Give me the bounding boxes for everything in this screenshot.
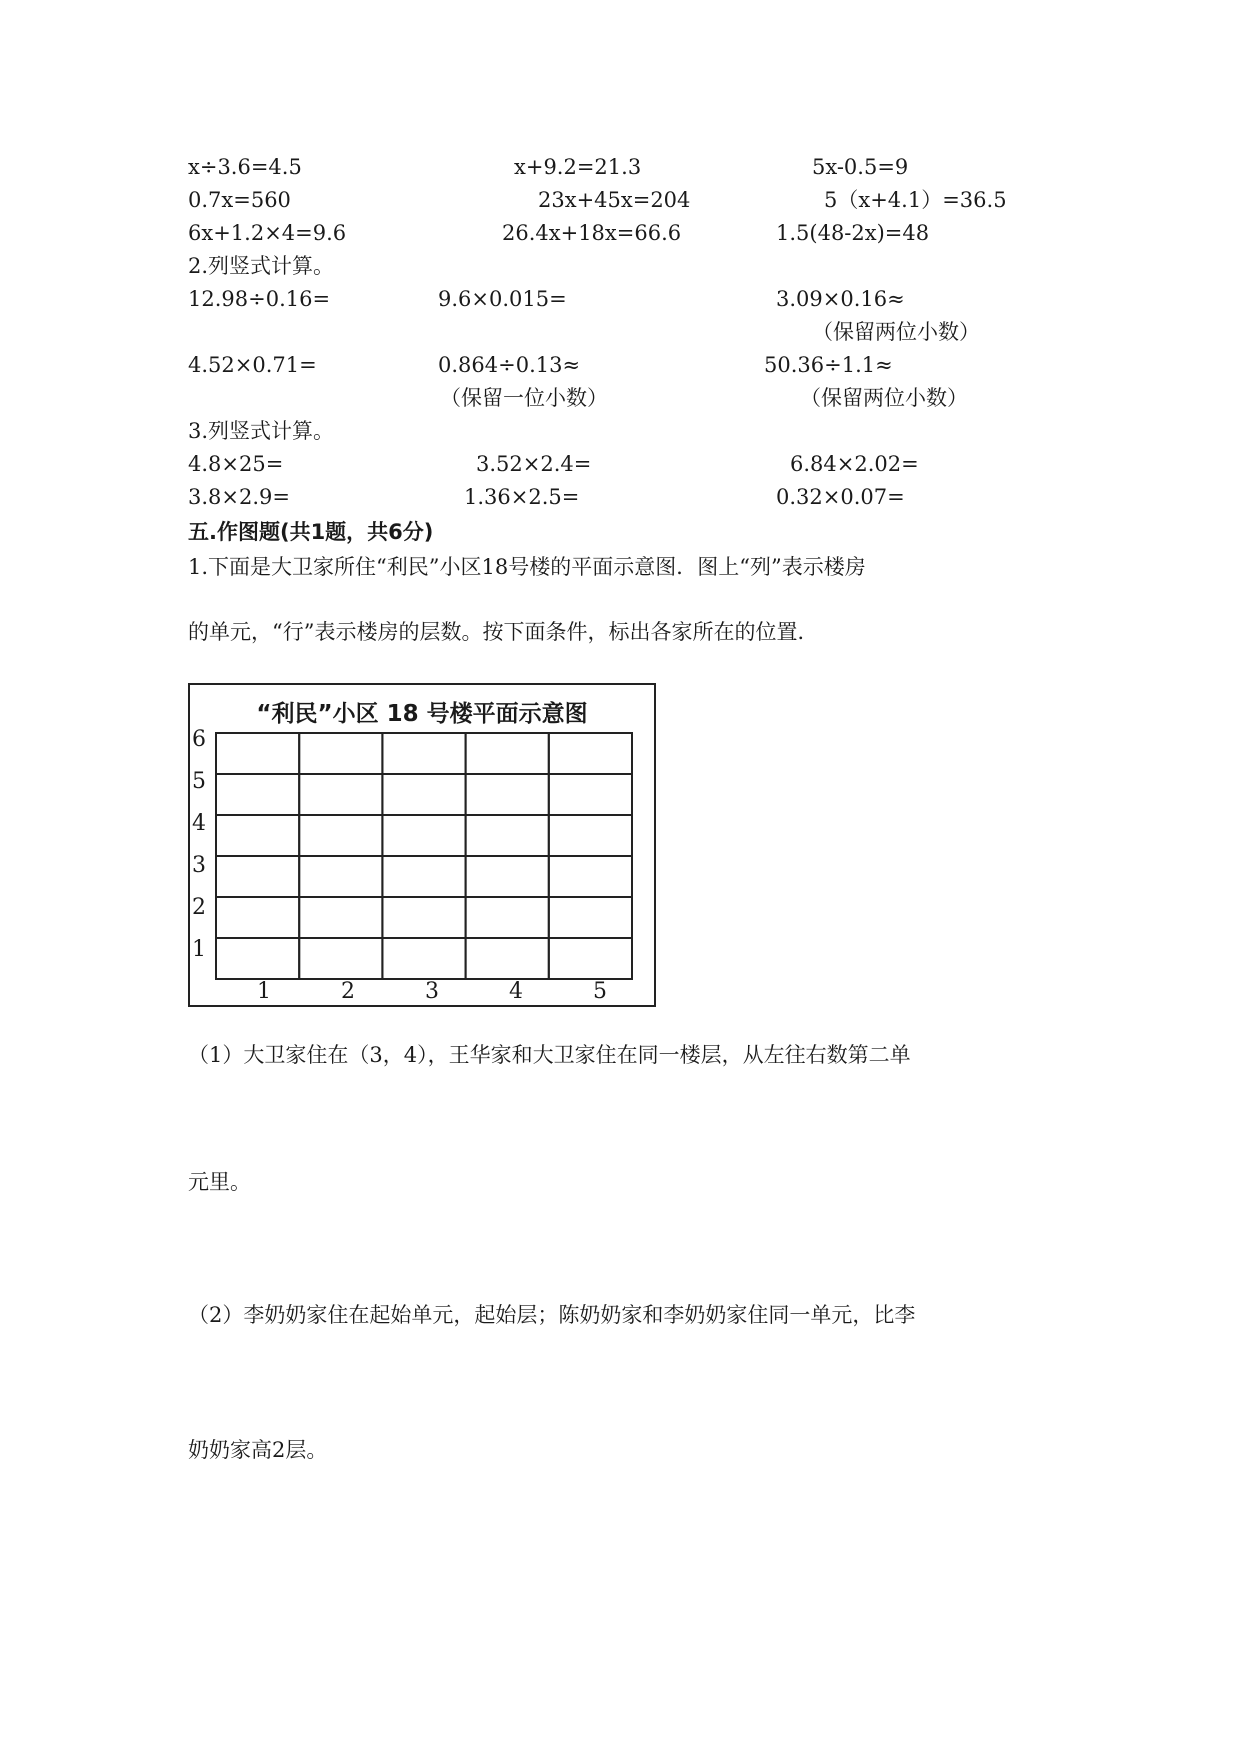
grid-cell-row5-col4[interactable] xyxy=(466,774,549,815)
grid-cell-row6-col1[interactable] xyxy=(216,733,299,774)
q2-title: 2.列竖式计算。 xyxy=(188,254,335,278)
sub1-text-line1: （1）大卫家住在（3，4），王华家和大卫家住在同一楼层，从左往右数第二单 xyxy=(188,1043,911,1067)
q2-item-r2c1: 4.52×0.71= xyxy=(188,353,317,377)
grid-cell-row3-col4[interactable] xyxy=(466,856,549,897)
grid-cell-row6-col4[interactable] xyxy=(466,733,549,774)
grid-cell-row3-col1[interactable] xyxy=(216,856,299,897)
sub2-text-line2: 奶奶家高2层。 xyxy=(188,1438,328,1462)
row-label-2: 2 xyxy=(192,895,206,920)
q2-item-r1c2: 9.6×0.015= xyxy=(438,287,567,311)
q1-text-line1: 1.下面是大卫家所住“利民”小区18号楼的平面示意图．图上“列”表示楼房 xyxy=(188,555,866,579)
grid-cell-row1-col4[interactable] xyxy=(466,938,549,979)
q3-item-r1c2: 3.52×2.4= xyxy=(476,452,592,476)
equation-r1c2: x+9.2=21.3 xyxy=(514,155,642,179)
col-label-3: 3 xyxy=(425,979,439,1004)
q2-note-r2c3: （保留两位小数） xyxy=(800,386,968,410)
row-label-3: 3 xyxy=(192,853,206,878)
grid-cell-row2-col2[interactable] xyxy=(299,897,382,938)
q3-item-r2c3: 0.32×0.07= xyxy=(776,485,905,509)
equation-r3c2: 26.4x+18x=66.6 xyxy=(502,221,682,245)
grid-cell-row6-col2[interactable] xyxy=(299,733,382,774)
grid-cell-row4-col4[interactable] xyxy=(466,815,549,856)
section5-heading: 五.作图题(共1题，共6分) xyxy=(188,520,434,544)
grid-cell-row6-col5[interactable] xyxy=(549,733,632,774)
q3-item-r2c1: 3.8×2.9= xyxy=(188,485,290,509)
col-label-1: 1 xyxy=(257,979,271,1004)
q2-item-r1c1: 12.98÷0.16= xyxy=(188,287,331,311)
row-label-1: 1 xyxy=(192,937,206,962)
grid-cell-row4-col1[interactable] xyxy=(216,815,299,856)
grid-cell-row4-col3[interactable] xyxy=(382,815,465,856)
row-label-4: 4 xyxy=(192,811,206,836)
grid-cell-row1-col5[interactable] xyxy=(549,938,632,979)
col-label-4: 4 xyxy=(509,979,523,1004)
col-label-2: 2 xyxy=(341,979,355,1004)
grid-cell-row2-col5[interactable] xyxy=(549,897,632,938)
grid-cell-row3-col5[interactable] xyxy=(549,856,632,897)
grid-cell-row3-col3[interactable] xyxy=(382,856,465,897)
grid-cell-row4-col5[interactable] xyxy=(549,815,632,856)
q2-note-r2c2: （保留一位小数） xyxy=(440,386,608,410)
q2-item-r1c3: 3.09×0.16≈ xyxy=(776,287,905,311)
grid-cell-row6-col3[interactable] xyxy=(382,733,465,774)
equation-r1c1: x÷3.6=4.5 xyxy=(188,155,302,179)
grid-cell-row5-col5[interactable] xyxy=(549,774,632,815)
grid-cell-row2-col1[interactable] xyxy=(216,897,299,938)
q2-note-r1c3: （保留两位小数） xyxy=(812,320,980,344)
grid-cell-row2-col4[interactable] xyxy=(466,897,549,938)
equation-r2c1: 0.7x=560 xyxy=(188,188,291,212)
equation-r2c3: 5（x+4.1）=36.5 xyxy=(824,188,1007,212)
q3-item-r1c3: 6.84×2.02= xyxy=(790,452,919,476)
grid-cell-row2-col3[interactable] xyxy=(382,897,465,938)
grid-cell-row5-col3[interactable] xyxy=(382,774,465,815)
q3-item-r2c2: 1.36×2.5= xyxy=(464,485,580,509)
grid-cell-row3-col2[interactable] xyxy=(299,856,382,897)
row-label-5: 5 xyxy=(192,769,206,794)
q2-item-r2c2: 0.864÷0.13≈ xyxy=(438,353,581,377)
building-grid xyxy=(214,731,634,991)
equation-r3c3: 1.5(48-2x)=48 xyxy=(776,221,930,245)
grid-cell-row4-col2[interactable] xyxy=(299,815,382,856)
sub1-text-line2: 元里。 xyxy=(188,1170,251,1194)
grid-cell-row5-col2[interactable] xyxy=(299,774,382,815)
grid-cell-row1-col2[interactable] xyxy=(299,938,382,979)
grid-cell-row1-col3[interactable] xyxy=(382,938,465,979)
col-label-5: 5 xyxy=(593,979,607,1004)
sub2-text-line1: （2）李奶奶家住在起始单元，起始层；陈奶奶家和李奶奶家住同一单元，比李 xyxy=(188,1303,916,1327)
equation-r1c3: 5x-0.5=9 xyxy=(812,155,909,179)
equation-r2c2: 23x+45x=204 xyxy=(538,188,691,212)
grid-cell-row5-col1[interactable] xyxy=(216,774,299,815)
building-plan-figure xyxy=(188,683,656,1007)
q1-text-line2: 的单元，“行”表示楼房的层数。按下面条件，标出各家所在的位置． xyxy=(188,620,819,644)
grid-cell-row1-col1[interactable] xyxy=(216,938,299,979)
q3-title: 3.列竖式计算。 xyxy=(188,419,335,443)
q3-item-r1c1: 4.8×25= xyxy=(188,452,284,476)
q2-item-r2c3: 50.36÷1.1≈ xyxy=(764,353,893,377)
equation-r3c1: 6x+1.2×4=9.6 xyxy=(188,221,347,245)
row-label-6: 6 xyxy=(192,727,206,752)
figure-title: “利民”小区 18 号楼平面示意图 xyxy=(256,701,588,727)
